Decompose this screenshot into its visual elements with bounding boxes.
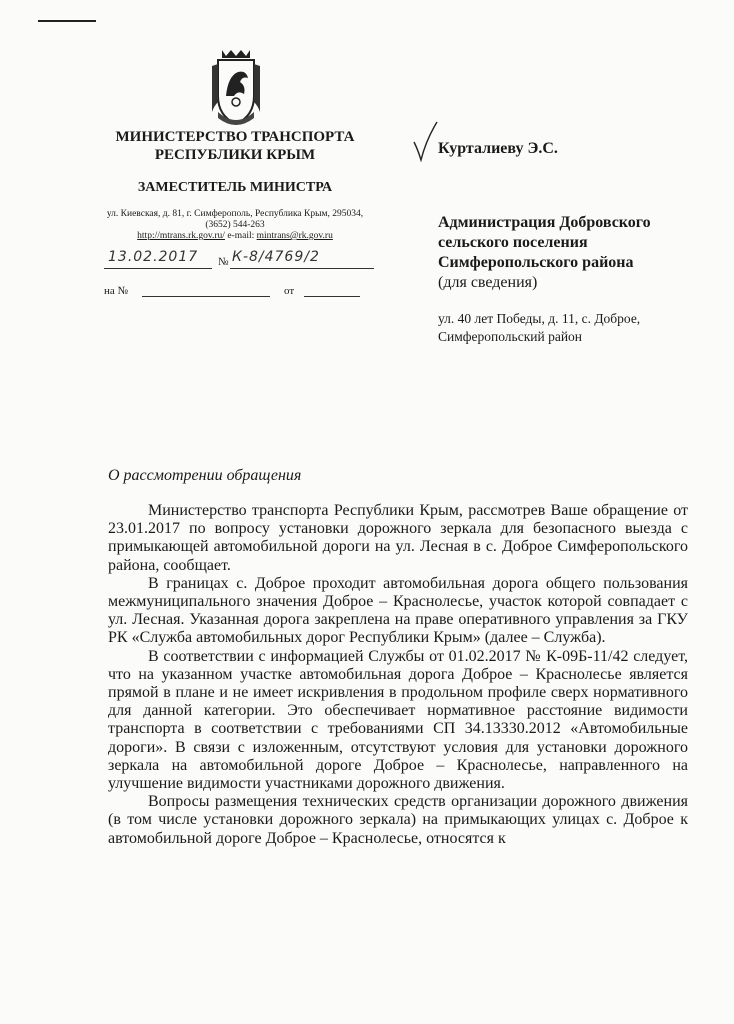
incoming-reference: [104, 285, 374, 301]
on-label: на №: [104, 285, 129, 297]
admin-line3: Симферопольского района: [438, 254, 634, 271]
email-link[interactable]: mintrans@rk.gov.ru: [256, 231, 333, 241]
deputy-title: ЗАМЕСТИТЕЛЬ МИНИСТРА: [137, 180, 333, 195]
on-number-line: [142, 296, 270, 297]
admin-address-line2: Симферопольский район: [438, 329, 583, 344]
letter-body: [108, 502, 688, 848]
address-line2: (3652) 544-263: [205, 220, 265, 230]
admin-address-line1: ул. 40 лет Победы, д. 11, с. Доброе,: [438, 311, 641, 326]
paragraph-1: Министерство транспорта Республики Крым, рассмотрев Ваше обращение от 23.01.2017 по вопросу установки дорожного зеркала для безопасного выезда с примыкающей автомобильной дороги на ул. Лесная в с. Доброе Симферопольского района, сообщает.: [108, 502, 688, 574]
address-line1: ул. Киевская, д. 81, г. Симферополь, Республика Крым, 295034,: [106, 209, 364, 219]
admin-line2: сельского поселения: [438, 234, 588, 251]
check-mark-icon: [412, 120, 438, 162]
number-sign: №: [218, 256, 229, 268]
paragraph-4: Вопросы размещения технических средств организации дорожного движения (в том числе установки дорожного зеркала) на примыкающих улицах с. Доброе к автомобильной дороге Доброе – Краснолесье, относятся к: [108, 793, 688, 847]
ministry-title: [96, 128, 374, 164]
from-label: от: [284, 285, 295, 297]
ministry-address: [96, 209, 374, 242]
contacts-line: [96, 231, 374, 242]
paragraph-2: В границах с. Доброе проходит автомобильная дорога общего пользования межмуниципального значения Доброе – Краснолесье, участок которой совпадает с ул. Лесная. Указанная дорога закреплена на праве оперативного управления за ГКУ РК «Служба автомобильных дорог Республики Крым» (далее – Служба).: [108, 574, 688, 647]
letter-subject: О рассмотрении обращения: [108, 467, 302, 484]
paragraph-3: В соответствии с информацией Службы от 01.02.2017 № К-09Б-11/42 следует, что на указанном участке автомобильная дорога Доброе – Краснолесье является прямой в плане и не имеет искривления в продольном профиле сверх нормативного для данной категории. Это обеспечивает нормативное расстояние видимости транспорта в соответствии с требованиями СП 34.13330.2012 «Автомобильные дороги». В связи с изложенным, отсутствуют условия для установки дорожного зеркала на автомобильной дороге Доброе – Краснолесье, направленного на улучшение видимости участниками дорожного движения.: [108, 647, 688, 793]
outgoing-reference: [104, 248, 374, 272]
scan-mark: [38, 20, 96, 22]
outgoing-number: К-8/4769/2: [232, 249, 320, 265]
email-label: e-mail:: [227, 231, 255, 241]
website-link[interactable]: http://mtrans.rk.gov.ru/: [137, 231, 225, 241]
ministry-line2: РЕСПУБЛИКИ КРЫМ: [154, 147, 316, 163]
ministry-line1: МИНИСТЕРСТВО ТРАНСПОРТА: [115, 129, 355, 145]
admin-note: (для сведения): [438, 274, 538, 291]
outgoing-date: 13.02.2017: [108, 249, 199, 265]
admin-line1: Администрация Добровского: [438, 214, 651, 231]
crimea-emblem-icon: [204, 46, 268, 128]
from-date-line: [304, 296, 360, 297]
date-underline: [104, 268, 212, 269]
number-underline: [230, 268, 374, 269]
primary-recipient: Курталиеву Э.С.: [438, 140, 558, 157]
admin-address: [438, 310, 640, 346]
admin-recipient: [438, 213, 651, 293]
